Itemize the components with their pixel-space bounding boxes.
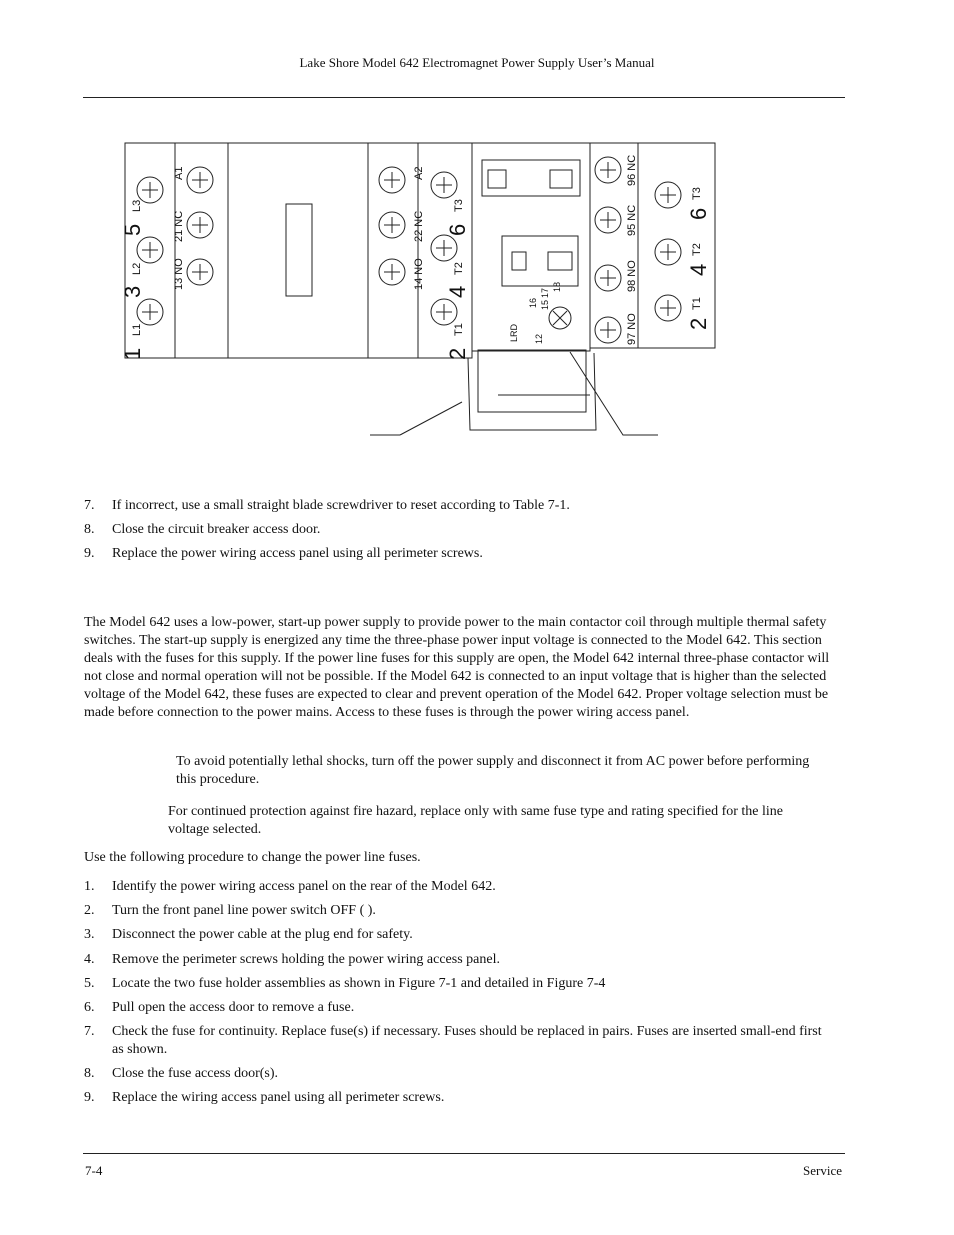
svg-text:4: 4: [686, 263, 711, 276]
svg-text:A1: A1: [173, 166, 185, 180]
svg-text:6: 6: [445, 223, 470, 236]
intro-paragraph: The Model 642 uses a low-power, start-up power supply to provide power to the main contactor coil through multiple thermal safety switches. The start-up supply is energized any time the three-phase power input voltage is connected to the Model 642. This section deals with the fuses for this supply. If the power line fuses for this supply are open, the Model 642 internal three-phase contactor will not close and normal operation will not be possible. If the Model 642 is connected to an input voltage that is higher than the selected voltage of the Model 642, these fuses are expected to clear and prevent operation of the Model 642. Proper voltage selection must be made before connection to the power mains. Access to these fuses is through the power wiring access panel.: [84, 615, 830, 720]
svg-text:12: 12: [534, 333, 544, 344]
svg-text:T3: T3: [691, 187, 703, 200]
svg-text:A2: A2: [413, 166, 425, 180]
procedure-intro: Use the following procedure to change the power line fuses.: [84, 850, 421, 865]
svg-text:97 NO: 97 NO: [626, 313, 638, 345]
svg-text:L2: L2: [131, 262, 143, 275]
svg-text:15: 15: [540, 299, 550, 310]
section-name: Service: [803, 1163, 842, 1178]
svg-text:5: 5: [120, 223, 145, 236]
svg-text:2: 2: [686, 317, 711, 330]
svg-text:98 NO: 98 NO: [626, 260, 638, 292]
header-rule: [83, 97, 845, 98]
svg-text:16: 16: [528, 297, 538, 308]
caution-text: For continued protection against fire hazard, replace only with same fuse type and rating specified for the line voltage selected.: [168, 804, 784, 837]
svg-text:LRD: LRD: [509, 323, 519, 342]
svg-text:T3: T3: [453, 199, 465, 212]
contactor-overload-diagram: [120, 140, 720, 440]
svg-text:96 NC: 96 NC: [626, 154, 638, 186]
svg-text:21 NC: 21 NC: [173, 210, 185, 242]
svg-text:4: 4: [445, 285, 470, 298]
page-header: Lake Shore Model 642 Electromagnet Power Supply User’s Manual: [299, 55, 655, 70]
svg-text:T1: T1: [453, 323, 465, 336]
svg-text:T2: T2: [691, 243, 703, 256]
svg-text:L3: L3: [131, 199, 143, 212]
svg-text:14 NO: 14 NO: [413, 258, 425, 290]
svg-text:95 NC: 95 NC: [626, 204, 638, 236]
svg-text:3: 3: [120, 285, 145, 298]
svg-text:6: 6: [686, 207, 711, 220]
svg-text:13 NO: 13 NO: [173, 258, 185, 290]
svg-text:T2: T2: [453, 262, 465, 275]
warning-text: To avoid potentially lethal shocks, turn off the power supply and disconnect it from AC power before performing this procedure.: [176, 754, 810, 787]
svg-text:18: 18: [552, 281, 562, 292]
svg-text:17: 17: [540, 287, 550, 298]
footer-rule: [83, 1153, 845, 1154]
page-number: 7-4: [85, 1163, 103, 1178]
svg-text:L1: L1: [131, 323, 143, 336]
svg-text:22 NC: 22 NC: [413, 210, 425, 242]
svg-text:T1: T1: [691, 297, 703, 310]
svg-text:2: 2: [445, 347, 470, 360]
svg-text:1: 1: [120, 347, 145, 360]
